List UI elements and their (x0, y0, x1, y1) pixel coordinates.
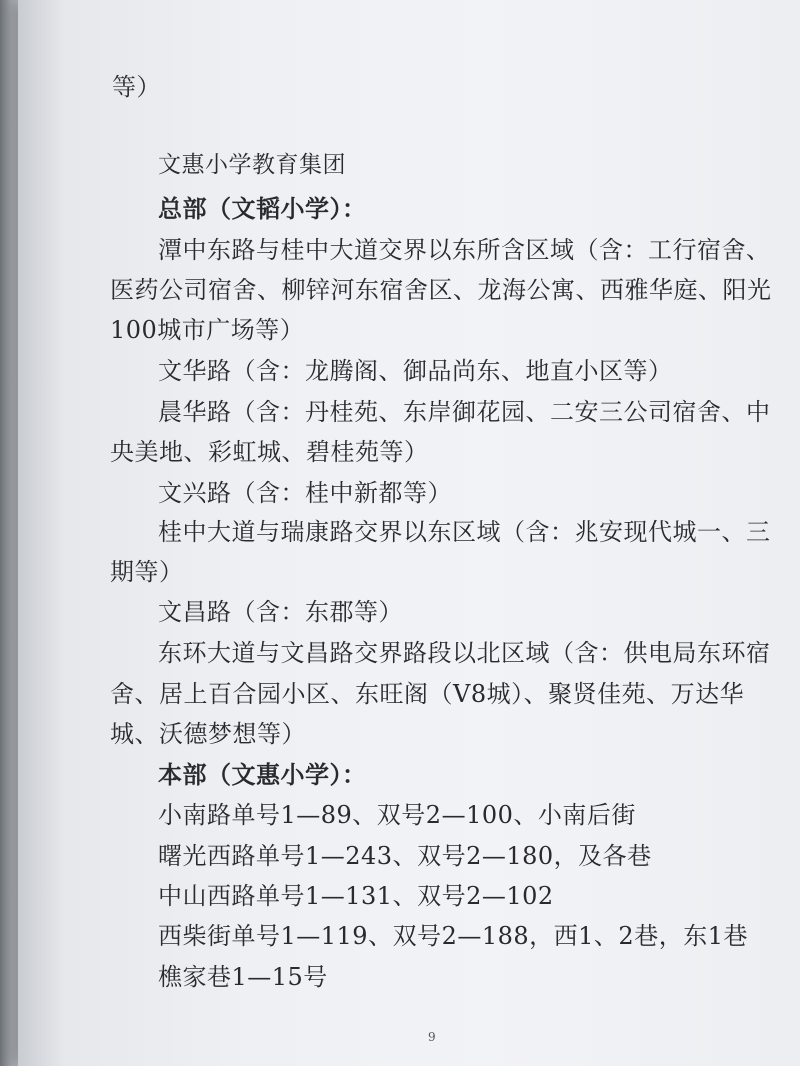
text-line: 小南路单号1—89、双号2—100、小南后街 (158, 801, 636, 829)
group-heading: 文惠小学教育集团 (158, 152, 346, 178)
text-line: 期等） (110, 558, 184, 586)
text-line: 桂中大道与瑞康路交界以东区域（含：兆安现代城一、三 (158, 518, 771, 546)
text-line: 晨华路（含：丹桂苑、东岸御花园、二安三公司宿舍、中 (158, 398, 771, 426)
text-line: 医药公司宿舍、柳锌河东宿舍区、龙海公寓、西雅华庭、阳光 (110, 276, 772, 304)
text-line: 100城市广场等） (110, 316, 305, 344)
text-line: 西柴街单号1—119、双号2—188，西1、2巷，东1巷 (158, 922, 748, 950)
text-line: 城、沃德梦想等） (110, 720, 306, 748)
text-line: 曙光西路单号1—243、双号2—180，及各巷 (158, 842, 652, 870)
text-line: 东环大道与文昌路交界路段以北区域（含：供电局东环宿 (158, 639, 771, 667)
page-number: 9 (428, 1030, 437, 1044)
text-line-continuation: 等） (112, 73, 161, 101)
text-line: 潭中东路与桂中大道交界以东所含区域（含：工行宿舍、 (158, 236, 771, 264)
text-line: 文华路（含：龙腾阁、御品尚东、地直小区等） (158, 357, 673, 385)
text-line: 央美地、彩虹城、碧桂苑等） (110, 438, 429, 466)
text-line: 樵家巷1—15号 (158, 963, 328, 991)
text-line: 文昌路（含：东郡等） (158, 598, 403, 626)
text-line: 文兴路（含：桂中新都等） (158, 479, 452, 507)
text-line: 中山西路单号1—131、双号2—102 (158, 882, 554, 910)
text-line: 舍、居上百合园小区、东旺阁（V8城）、聚贤佳苑、万达华 (110, 680, 745, 708)
section-heading-main-campus: 本部（文惠小学）： (158, 760, 367, 789)
section-heading-headquarters: 总部（文韬小学）： (158, 194, 367, 223)
